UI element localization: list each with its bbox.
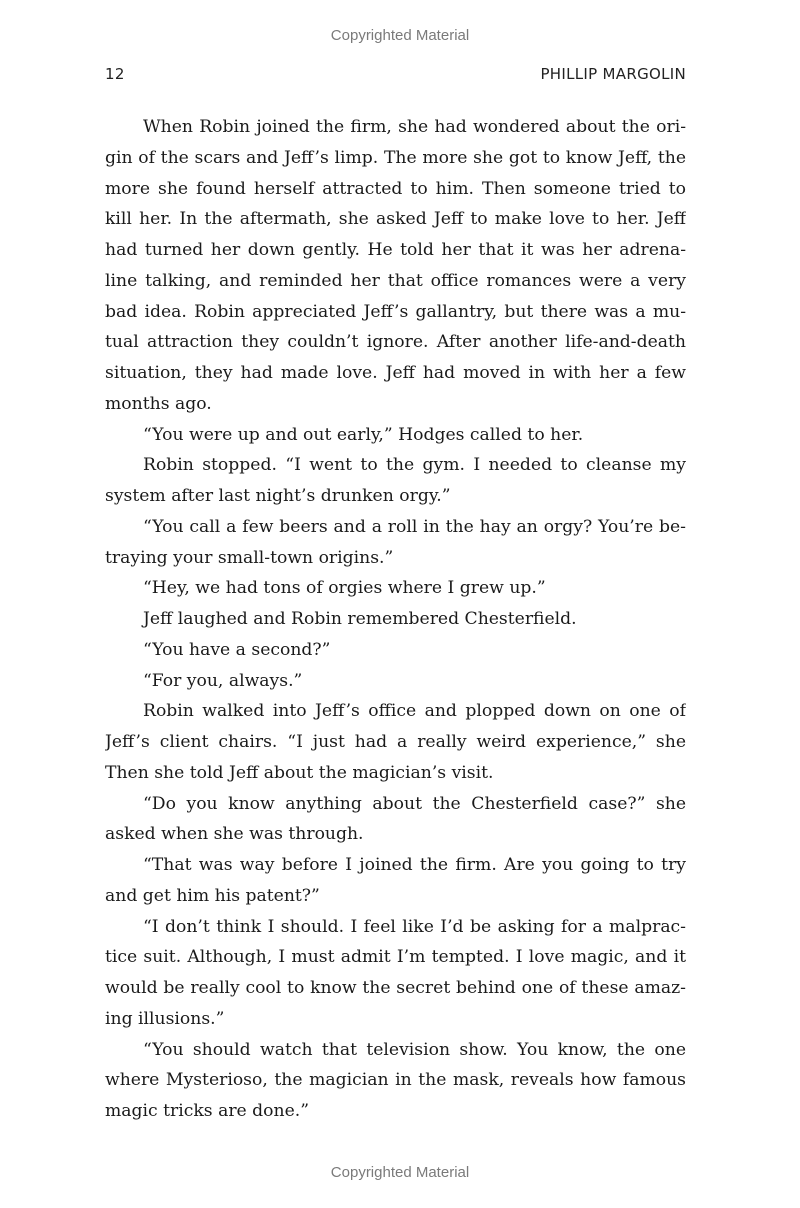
text-line: Robin stopped. “I went to the gym. I needed to cleanse my — [143, 455, 686, 476]
text-line: “You call a few beers and a roll in the hay an orgy? You’re be- — [143, 516, 686, 537]
text-line: line talking, and reminded her that office romances were a very — [105, 270, 686, 291]
text-line: “You should watch that television show. You know, the one — [143, 1039, 686, 1060]
text-line: asked when she was through. — [105, 824, 364, 845]
text-line: “Hey, we had tons of orgies where I grew up.” — [143, 578, 546, 599]
text-line: tual attraction they couldn’t ignore. After another life-and-death — [105, 332, 686, 353]
text-line: Robin walked into Jeff’s office and plopped down on one of — [143, 701, 686, 722]
copyright-watermark-bottom: Copyrighted Material — [330, 1164, 470, 1181]
text-line: Then she told Jeff about the magician’s visit. — [105, 762, 494, 783]
text-line: and get him his patent?” — [105, 885, 320, 906]
text-line: “You were up and out early,” Hodges called to her. — [143, 424, 584, 445]
text-line: had turned her down gently. He told her that it was her adrena- — [105, 240, 686, 260]
text-line: magic tricks are done.” — [105, 1101, 310, 1121]
text-line: bad idea. Robin appreciated Jeff’s gallantry, but there was a mu- — [105, 301, 686, 322]
text-line: where Mysterioso, the magician in the mask, reveals how famous — [105, 1070, 686, 1091]
text-line: “That was way before I joined the firm. Are you going to try — [143, 855, 686, 875]
text-line: kill her. In the aftermath, she asked Jeff to make love to her. Jeff — [105, 209, 686, 230]
text-line: “For you, always.” — [143, 670, 303, 691]
page-number: 12 — [105, 65, 125, 83]
text-line: “Do you know anything about the Chesterfield case?” she — [143, 793, 686, 814]
body-text — [105, 112, 686, 1127]
text-line: When Robin joined the firm, she had wondered about the ori- — [143, 117, 686, 137]
text-line: more she found herself attracted to him. Then someone tried to — [105, 178, 686, 199]
text-line: Jeff’s client chairs. “I just had a really weird experience,” she — [105, 732, 686, 752]
text-line: system after last night’s drunken orgy.” — [105, 486, 451, 506]
text-line: months ago. — [105, 393, 212, 414]
text-line: gin of the scars and Jeff’s limp. The more she got to know Jeff, the — [105, 147, 686, 168]
text-line: situation, they had made love. Jeff had moved in with her a few — [105, 363, 686, 383]
text-line: “I don’t think I should. I feel like I’d be asking for a malprac- — [143, 916, 686, 937]
running-head-author: PHILLIP MARGOLIN — [540, 65, 686, 83]
text-line: traying your small-town origins.” — [105, 547, 394, 568]
text-line: tice suit. Although, I must admit I’m tempted. I love magic, and it — [105, 947, 686, 968]
text-line: Jeff laughed and Robin remembered Chesterfield. — [143, 609, 577, 629]
text-line: “You have a second?” — [143, 639, 331, 660]
text-line: ing illusions.” — [105, 1008, 225, 1029]
copyright-watermark-top: Copyrighted Material — [330, 27, 470, 44]
text-line: would be really cool to know the secret behind one of these amaz- — [105, 978, 686, 998]
